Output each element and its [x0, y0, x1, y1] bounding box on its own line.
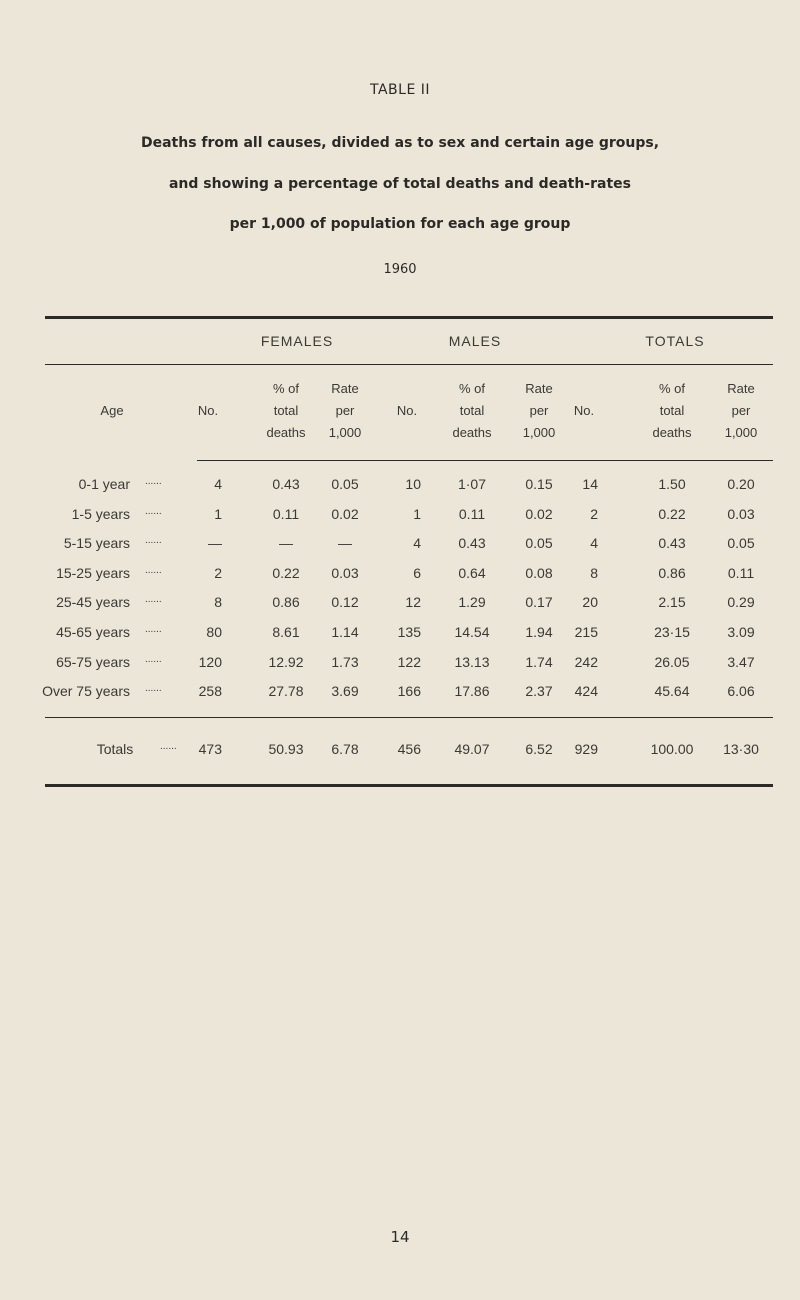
row-age-label: 15-25 years	[56, 565, 130, 581]
page-number: 14	[390, 1228, 410, 1246]
cell-f-pct: 12.92	[268, 654, 304, 670]
cell-m-no: 10	[405, 476, 421, 492]
header-total-rate-line-3: 1,000	[724, 425, 758, 440]
row-leader-dots: ......	[145, 654, 162, 665]
header-total-no: No.	[573, 403, 595, 418]
cell-f-rate: 0.02	[331, 506, 359, 522]
header-total-pct-line-2: total	[659, 403, 685, 418]
table-subtitle-line-2: and showing a percentage of total deaths and death-rates	[168, 176, 631, 192]
totals-m-rate: 6.52	[525, 741, 553, 757]
cell-t-rate: 0.20	[727, 476, 755, 492]
table-year: 1960	[383, 262, 417, 277]
table-title: TABLE II	[370, 82, 430, 98]
cell-t-no: 242	[574, 654, 598, 670]
cell-t-no: 215	[574, 624, 598, 640]
cell-m-no: 1	[413, 506, 421, 522]
cell-f-no: 2	[214, 565, 222, 581]
table-subtitle-line-3: per 1,000 of population for each age group	[229, 216, 571, 232]
header-female-no: No.	[197, 403, 219, 418]
row-age-label: Over 75 years	[42, 683, 130, 699]
cell-t-pct: 23·15	[654, 624, 690, 640]
cell-f-pct: 0.86	[272, 594, 300, 610]
group-header-males: MALES	[448, 333, 502, 349]
cell-t-pct: 0.43	[658, 535, 686, 551]
cell-t-no: 4	[590, 535, 598, 551]
header-male-pct-line-2: total	[459, 403, 485, 418]
cell-m-rate: 0.02	[525, 506, 553, 522]
row-leader-dots: ......	[145, 535, 162, 546]
cell-t-rate: 0.29	[727, 594, 755, 610]
cell-m-pct: 0.64	[458, 565, 486, 581]
cell-f-no: 4	[214, 476, 222, 492]
cell-t-pct: 26.05	[654, 654, 690, 670]
cell-t-rate: 6.06	[727, 683, 755, 699]
header-female-pct-line-3: deaths	[266, 425, 306, 440]
cell-f-pct: 0.22	[272, 565, 300, 581]
cell-f-no: —	[208, 535, 222, 551]
totals-t-pct: 100.00	[650, 741, 694, 757]
cell-m-no: 4	[413, 535, 421, 551]
header-female-pct-line-2: total	[273, 403, 299, 418]
totals-leader-dots: ......	[160, 741, 177, 752]
cell-m-no: 6	[413, 565, 421, 581]
header-male-rate-line-2: per	[529, 403, 549, 418]
cell-t-pct: 1.50	[658, 476, 686, 492]
cell-m-rate: 1.74	[525, 654, 553, 670]
cell-f-rate: 0.05	[331, 476, 359, 492]
header-male-rate-line-1: Rate	[525, 381, 553, 396]
cell-m-rate: 0.15	[525, 476, 553, 492]
header-separator-rule	[45, 364, 773, 365]
totals-m-pct: 49.07	[454, 741, 490, 757]
row-leader-dots: ......	[145, 476, 162, 487]
cell-m-pct: 0.43	[458, 535, 486, 551]
cell-t-rate: 3.47	[727, 654, 755, 670]
cell-f-pct: 27.78	[268, 683, 304, 699]
cell-t-rate: 0.03	[727, 506, 755, 522]
totals-label: Totals	[96, 741, 134, 757]
header-total-pct-line-1: % of	[658, 381, 685, 396]
cell-m-pct: 13.13	[454, 654, 490, 670]
cell-t-rate: 0.05	[727, 535, 755, 551]
cell-f-rate: 1.73	[331, 654, 359, 670]
header-age: Age	[100, 403, 124, 418]
header-total-pct-line-3: deaths	[652, 425, 692, 440]
totals-separator-rule	[45, 717, 773, 718]
body-top-rule	[197, 460, 773, 461]
totals-m-no: 456	[397, 741, 421, 757]
row-age-label: 25-45 years	[56, 594, 130, 610]
totals-t-no: 929	[574, 741, 598, 757]
cell-m-pct: 1.29	[458, 594, 486, 610]
cell-t-no: 20	[582, 594, 598, 610]
cell-m-rate: 0.08	[525, 565, 553, 581]
table-subtitle-line-1: Deaths from all causes, divided as to sex and certain age groups,	[140, 135, 660, 151]
cell-t-pct: 0.22	[658, 506, 686, 522]
row-leader-dots: ......	[145, 683, 162, 694]
cell-m-pct: 17.86	[454, 683, 490, 699]
cell-f-no: 120	[198, 654, 222, 670]
cell-m-no: 12	[405, 594, 421, 610]
header-total-rate-line-2: per	[731, 403, 751, 418]
row-leader-dots: ......	[145, 594, 162, 605]
cell-m-rate: 0.05	[525, 535, 553, 551]
header-male-pct-line-3: deaths	[452, 425, 492, 440]
cell-m-no: 166	[397, 683, 421, 699]
totals-t-rate: 13·30	[723, 741, 759, 757]
header-male-no: No.	[396, 403, 418, 418]
cell-f-rate: 3.69	[331, 683, 359, 699]
cell-f-no: 8	[214, 594, 222, 610]
cell-f-pct: —	[279, 535, 293, 551]
cell-m-rate: 2.37	[525, 683, 553, 699]
cell-m-pct: 0.11	[458, 506, 486, 522]
cell-m-no: 135	[397, 624, 421, 640]
header-male-pct-line-1: % of	[458, 381, 485, 396]
cell-f-pct: 0.11	[272, 506, 300, 522]
cell-m-rate: 1.94	[525, 624, 553, 640]
cell-t-rate: 3.09	[727, 624, 755, 640]
row-leader-dots: ......	[145, 624, 162, 635]
header-total-rate-line-1: Rate	[727, 381, 755, 396]
header-female-rate-line-2: per	[335, 403, 355, 418]
group-header-totals: TOTALS	[645, 333, 705, 349]
cell-f-no: 1	[214, 506, 222, 522]
group-header-females: FEMALES	[260, 333, 334, 349]
cell-t-pct: 0.86	[658, 565, 686, 581]
cell-f-rate: 1.14	[331, 624, 359, 640]
cell-t-no: 8	[590, 565, 598, 581]
header-male-rate-line-3: 1,000	[522, 425, 556, 440]
row-age-label: 45-65 years	[56, 624, 130, 640]
cell-f-rate: 0.12	[331, 594, 359, 610]
cell-f-pct: 0.43	[272, 476, 300, 492]
cell-f-pct: 8.61	[272, 624, 300, 640]
header-female-rate-line-1: Rate	[331, 381, 359, 396]
totals-f-pct: 50.93	[268, 741, 304, 757]
cell-f-rate: —	[338, 535, 352, 551]
totals-f-rate: 6.78	[331, 741, 359, 757]
cell-t-pct: 45.64	[654, 683, 690, 699]
cell-m-rate: 0.17	[525, 594, 553, 610]
row-leader-dots: ......	[145, 565, 162, 576]
table-top-rule	[45, 316, 773, 319]
header-female-pct-line-1: % of	[272, 381, 299, 396]
cell-t-rate: 0.11	[727, 565, 755, 581]
row-age-label: 65-75 years	[56, 654, 130, 670]
cell-f-no: 258	[198, 683, 222, 699]
cell-t-no: 2	[590, 506, 598, 522]
cell-f-rate: 0.03	[331, 565, 359, 581]
totals-f-no: 473	[198, 741, 222, 757]
cell-m-pct: 1·07	[457, 476, 487, 492]
row-leader-dots: ......	[145, 506, 162, 517]
cell-m-pct: 14.54	[454, 624, 490, 640]
header-female-rate-line-3: 1,000	[328, 425, 362, 440]
row-age-label: 1-5 years	[71, 506, 130, 522]
cell-f-no: 80	[206, 624, 222, 640]
cell-t-pct: 2.15	[658, 594, 686, 610]
cell-t-no: 14	[582, 476, 598, 492]
row-age-label: 0-1 year	[78, 476, 130, 492]
cell-t-no: 424	[574, 683, 598, 699]
row-age-label: 5-15 years	[63, 535, 130, 551]
table-bottom-rule	[45, 784, 773, 787]
cell-m-no: 122	[397, 654, 421, 670]
